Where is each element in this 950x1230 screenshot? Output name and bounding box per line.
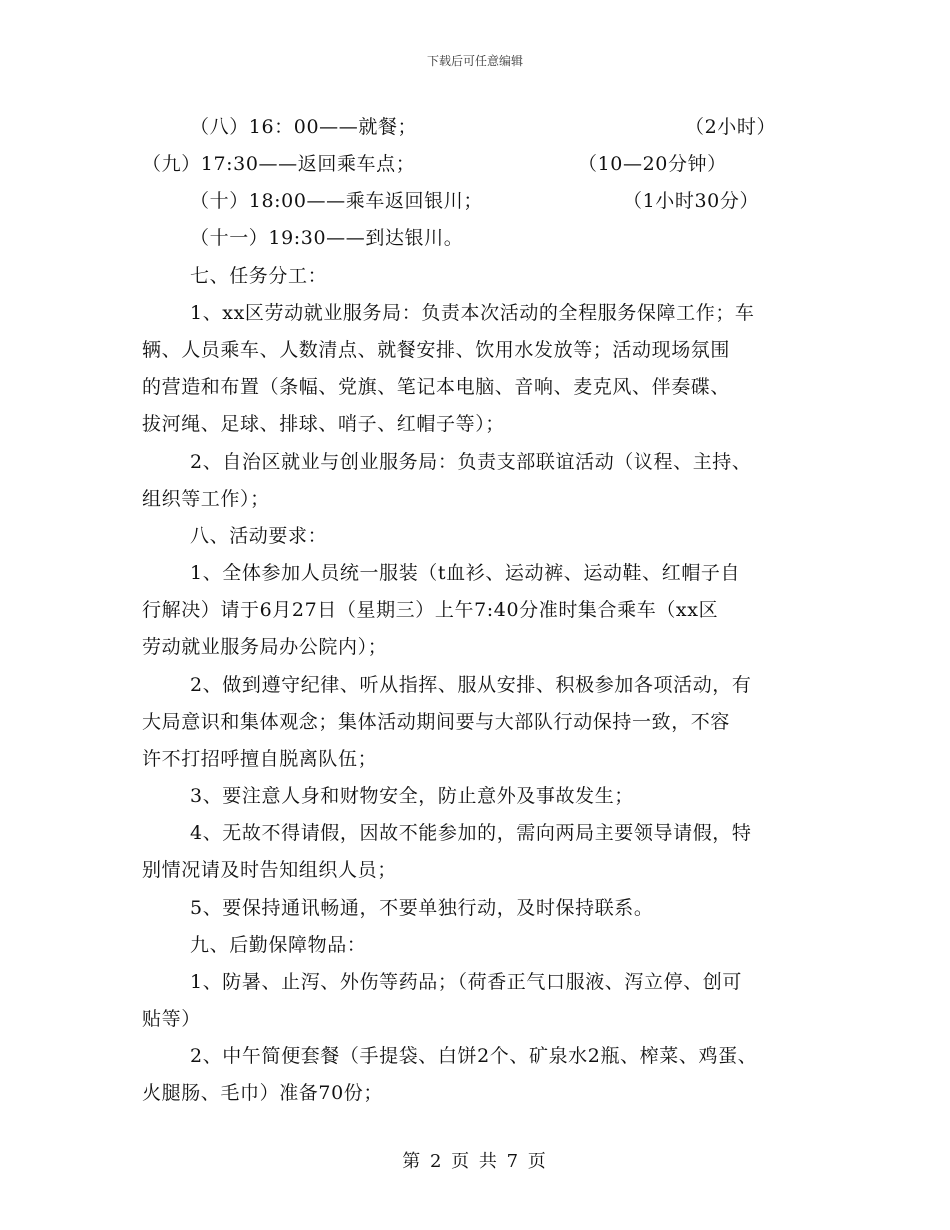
paragraph-line: 2、做到遵守纪律、听从指挥、服从安排、积极参加各项活动，有 bbox=[190, 674, 752, 696]
paragraph-line: 别情况请及时告知组织人员； bbox=[142, 859, 397, 881]
paragraph-line: 1、全体参加人员统一服装（t血衫、运动裤、运动鞋、红帽子自 bbox=[190, 562, 741, 584]
paragraph-line: 行解决）请于6月27日（星期三）上午7:40分准时集合乘车（xx区 bbox=[142, 599, 719, 621]
paragraph-line: 组织等工作）； bbox=[142, 488, 270, 510]
paragraph-line: 3、要注意人身和财物安全，防止意外及事故发生； bbox=[190, 785, 634, 807]
schedule-item: （十一）19:30——到达银川。 bbox=[190, 227, 464, 249]
paragraph-line: 2、自治区就业与创业服务局：负责支部联谊活动（议程、主持、 bbox=[190, 451, 752, 473]
paragraph-line: 拔河绳、足球、排球、哨子、红帽子等）； bbox=[142, 413, 505, 435]
paragraph-line: 4、无故不得请假，因故不能参加的，需向两局主要领导请假，特 bbox=[190, 822, 752, 844]
paragraph-line: 大局意识和集体观念；集体活动期间要与大部队行动保持一致，不容 bbox=[142, 711, 731, 733]
section-heading: 八、活动要求： bbox=[190, 525, 328, 547]
paragraph-line: 劳动就业服务局办公院内）； bbox=[142, 636, 388, 658]
paragraph-line: 1、防暑、止泻、外伤等药品；（荷香正气口服液、泻立停、创可 bbox=[190, 971, 742, 993]
page-header: 下载后可任意编辑 bbox=[426, 54, 523, 68]
schedule-item: （八）16：00——就餐； bbox=[190, 116, 418, 138]
paragraph-line: 贴等） bbox=[142, 1008, 201, 1030]
paragraph-line: 许不打招呼擅自脱离队伍； bbox=[142, 748, 378, 770]
schedule-item: （十）18:00——乘车返回银川； bbox=[190, 190, 483, 212]
section-heading: 九、后勤保障物品： bbox=[190, 934, 367, 956]
paragraph-line: 5、要保持通讯畅通，不要单独行动，及时保持联系。 bbox=[190, 897, 654, 919]
page-number: 第 2 页 共 7 页 bbox=[402, 1151, 548, 1172]
schedule-duration: （1小时30分） bbox=[623, 190, 760, 212]
paragraph-line: 辆、人员乘车、人数清点、就餐安排、饮用水发放等；活动现场氛围 bbox=[142, 339, 731, 361]
paragraph-line: 2、中午简便套餐（手提袋、白饼2个、矿泉水2瓶、榨菜、鸡蛋、 bbox=[190, 1045, 758, 1067]
paragraph-line: 1、xx区劳动就业服务局：负责本次活动的全程服务保障工作；车 bbox=[190, 302, 755, 324]
section-heading: 七、任务分工： bbox=[190, 265, 328, 287]
paragraph-line: 的营造和布置（条幅、党旗、笔记本电脑、音响、麦克风、伴奏碟、 bbox=[142, 376, 731, 398]
schedule-duration: （2小时） bbox=[685, 116, 777, 138]
schedule-item: （九）17:30——返回乘车点； bbox=[142, 153, 416, 175]
schedule-duration: （10—20分钟） bbox=[578, 153, 727, 175]
paragraph-line: 火腿肠、毛巾）准备70份； bbox=[142, 1082, 383, 1104]
